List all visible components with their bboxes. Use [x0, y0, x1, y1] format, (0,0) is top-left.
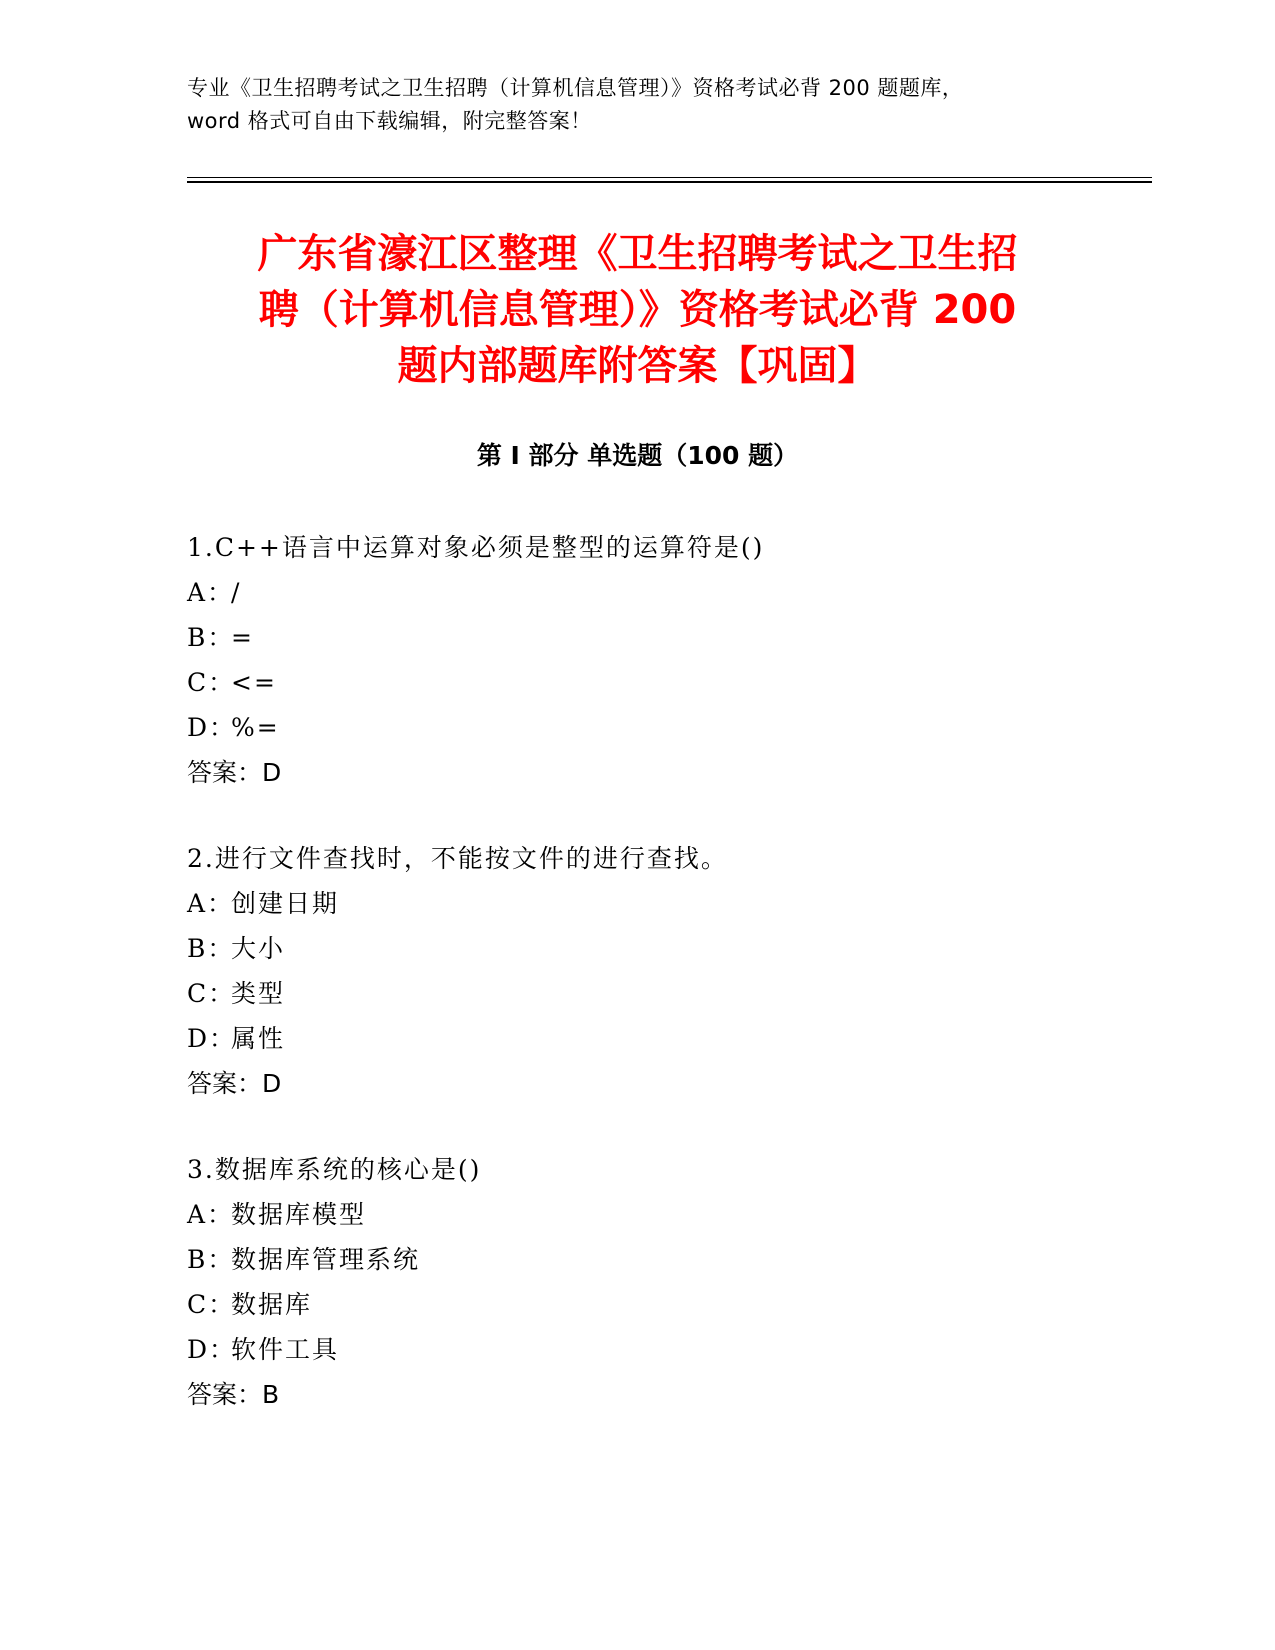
option-b	[187, 926, 1147, 971]
option-b	[187, 615, 1147, 660]
option-text: 数据库管理系统	[231, 1245, 421, 1274]
option-key: D：	[187, 1335, 237, 1364]
option-key: C：	[187, 979, 236, 1008]
option-a	[187, 1192, 1147, 1237]
option-key: C：	[187, 668, 236, 697]
option-c	[187, 971, 1147, 1016]
option-key: D：	[187, 1024, 237, 1053]
header-note-line-2: word 格式可自由下载编辑，附完整答案！	[187, 109, 592, 133]
option-text: 数据库模型	[231, 1200, 367, 1229]
option-key: C：	[187, 1290, 236, 1319]
answer: 答案：B	[187, 1380, 280, 1409]
section-heading: 第 I 部分 单选题（100 题）	[476, 441, 799, 470]
option-text: =	[231, 623, 254, 652]
option-text: 属性	[231, 1024, 286, 1053]
document-title-line-1: 广东省濠江区整理《卫生招聘考试之卫生招	[257, 231, 1018, 277]
option-d	[187, 705, 1147, 750]
question-stem: 2.进行文件查找时，不能按文件的进行查找。	[187, 844, 728, 873]
option-d	[187, 1327, 1147, 1372]
option-c	[187, 660, 1147, 705]
question-stem: 3.数据库系统的核心是()	[187, 1155, 482, 1184]
header-divider-thin	[187, 177, 1152, 178]
question-3	[187, 1147, 1147, 1417]
option-c	[187, 1282, 1147, 1327]
option-key: B：	[187, 934, 235, 963]
document-title-line-2: 聘（计算机信息管理）》资格考试必背 200	[258, 287, 1017, 333]
question-2	[187, 836, 1147, 1106]
answer: 答案：D	[187, 1069, 282, 1098]
option-text: /	[231, 578, 242, 607]
option-text: <=	[231, 668, 277, 697]
option-text: 软件工具	[231, 1335, 340, 1364]
option-text: 类型	[231, 979, 286, 1008]
option-b	[187, 1237, 1147, 1282]
question-list	[187, 525, 1147, 1458]
header-divider-thick	[187, 181, 1152, 183]
option-a	[187, 881, 1147, 926]
option-d	[187, 1016, 1147, 1061]
option-text: %=	[231, 713, 280, 742]
option-key: B：	[187, 1245, 235, 1274]
header-note-line-1: 专业《卫生招聘考试之卫生招聘（计算机信息管理）》资格考试必背 200 题题库，	[187, 76, 964, 100]
question-1	[187, 525, 1147, 795]
option-text: 创建日期	[231, 889, 340, 918]
header-note	[187, 72, 1087, 138]
answer: 答案：D	[187, 758, 282, 787]
option-text: 数据库	[231, 1290, 313, 1319]
option-key: B：	[187, 623, 235, 652]
option-key: A：	[187, 578, 235, 607]
option-key: A：	[187, 889, 235, 918]
option-key: A：	[187, 1200, 235, 1229]
option-key: D：	[187, 713, 237, 742]
option-text: 大小	[231, 934, 286, 963]
document-title-line-3: 题内部题库附答案【巩固】	[397, 343, 878, 389]
option-a	[187, 570, 1147, 615]
question-stem: 1.C++语言中运算对象必须是整型的运算符是()	[187, 533, 765, 562]
document-title	[150, 226, 1125, 394]
